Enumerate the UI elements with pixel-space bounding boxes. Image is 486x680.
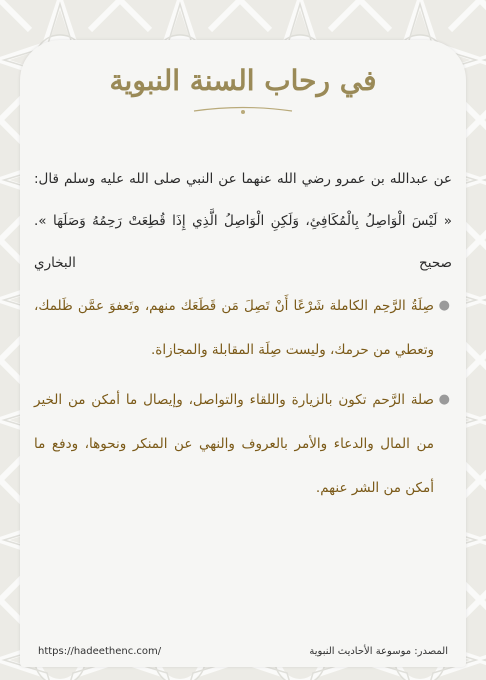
bullet-text-2: صلة الرَّحم تكون بالزيارة واللقاء والتواصل، وإيصال ما أمكن من الخير من المال والدعاء والأمر بالعروف والنهي عن المنكر ونحوها، ودفع ما أمكن من الشر عنهم. [34,392,434,496]
bullet-item-2 [34,378,452,510]
footer-source: المصدر: موسوعة الأحاديث النبوية [309,646,448,657]
hadith-text: عن عبدالله بن عمرو رضي الله عنهما عن النبي صلى الله عليه وسلم قال: « لَيْسَ الْوَاصِلُ بِالْمُكَافِئِ، وَلَكِنِ الْوَاصِلُ الَّذِي إِذَا قُطِعَتْ رَحِمُهُ وَصَلَهَا ». صحيح البخاري [34,171,452,271]
main-content [34,158,452,510]
bullet-text-1: صِلَةُ الرَّحِم الكاملة شَرْعًا أَنْ تَصِلَ مَن قَطَعَك منهم، وتَعفوَ عمَّن ظَلمك، وتعطي من حرمك، وليست صِلَة المقابلة والمجازاة. [34,298,434,358]
bullet-dot-icon: ● [438,392,450,407]
title-ornament-icon [190,106,296,116]
page-title: في رحاب السنة النبوية [109,64,377,97]
bullet-item-1 [34,284,452,372]
footer [38,646,448,664]
footer-url-link[interactable]: https://hadeethenc.com/ [38,646,162,657]
bullet-dot-icon: ● [438,298,450,313]
content-card [20,40,466,667]
